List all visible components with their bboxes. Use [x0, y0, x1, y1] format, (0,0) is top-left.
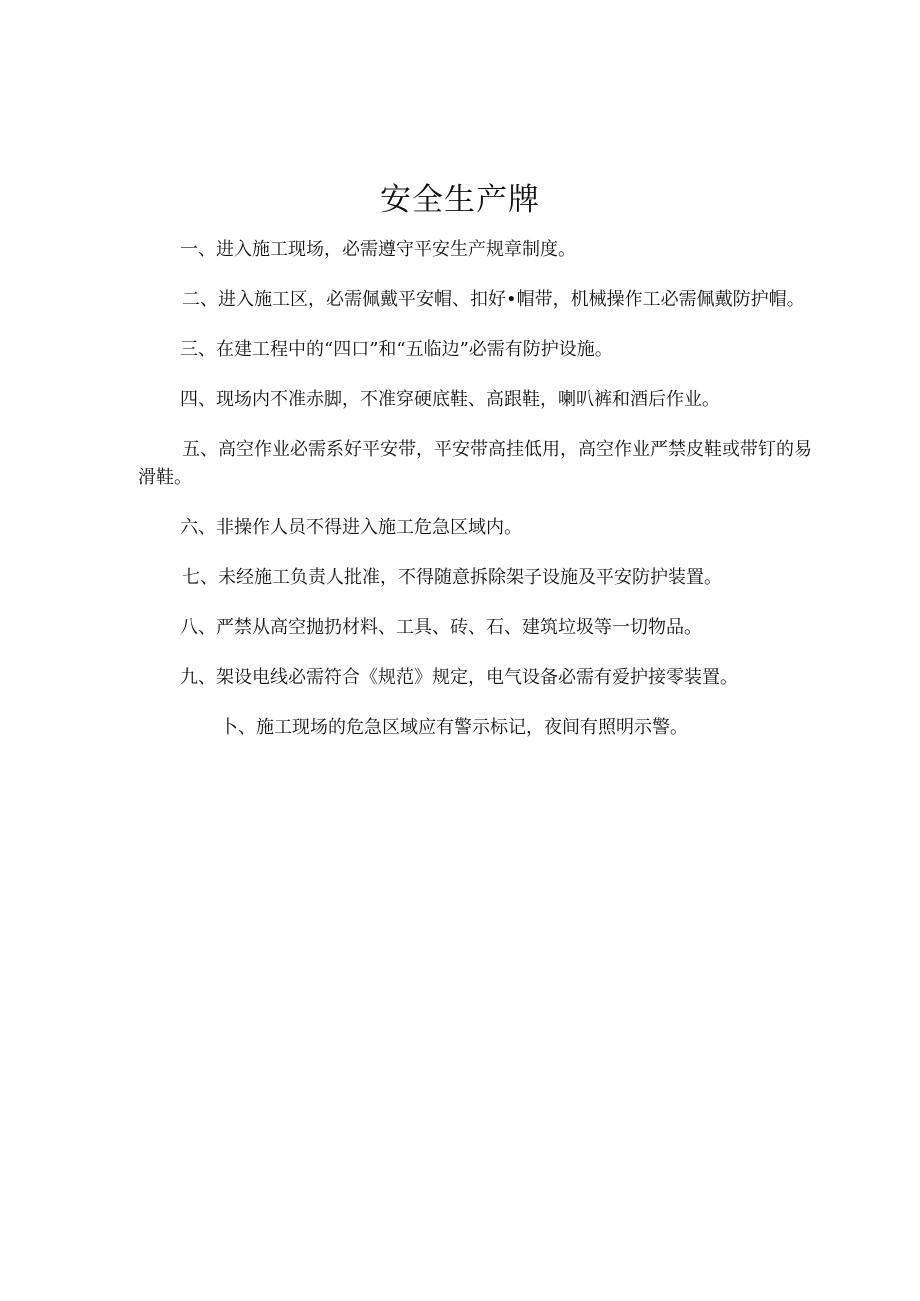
rule-item-7: 七、未经施工负责人批准，不得随意拆除架子设施及平安防护装置。: [182, 567, 722, 588]
rule-item-6: 六、非操作人员不得进入施工危急区域内。: [180, 517, 522, 538]
rule-item-3: 三、在建工程中的“四口”和“五临边”必需有防护设施。: [180, 339, 613, 360]
page-title: 安全生产牌: [380, 182, 540, 218]
rules-list: [138, 236, 828, 764]
rule-item-4: 四、现场内不准赤脚，不准穿硬底鞋、高跟鞋，喇叭裤和酒后作业。: [180, 389, 720, 410]
rule-item-9: 九、架设电线必需符合《规范》规定，电气设备必需有爱护接零装置。: [180, 667, 738, 688]
rule-item-8: 八、严禁从高空抛扔材料、工具、砖、石、建筑垃圾等一切物品。: [180, 617, 702, 638]
rule-item-2: 二、进入施工区，必需佩戴平安帽、扣好•帽带，机械操作工必需佩戴防护帽。: [182, 289, 805, 310]
rule-item-10: 卜、施工现场的危急区域应有警示标记，夜间有照明示警。: [220, 717, 688, 738]
rule-item-5: 五、高空作业必需系好平安带，平安带高挂低用，高空作业严禁皮鞋或带钉的易滑鞋。: [138, 439, 812, 488]
rule-item-1: 一、进入施工现场，必需遵守平安生产规章制度。: [180, 239, 576, 260]
